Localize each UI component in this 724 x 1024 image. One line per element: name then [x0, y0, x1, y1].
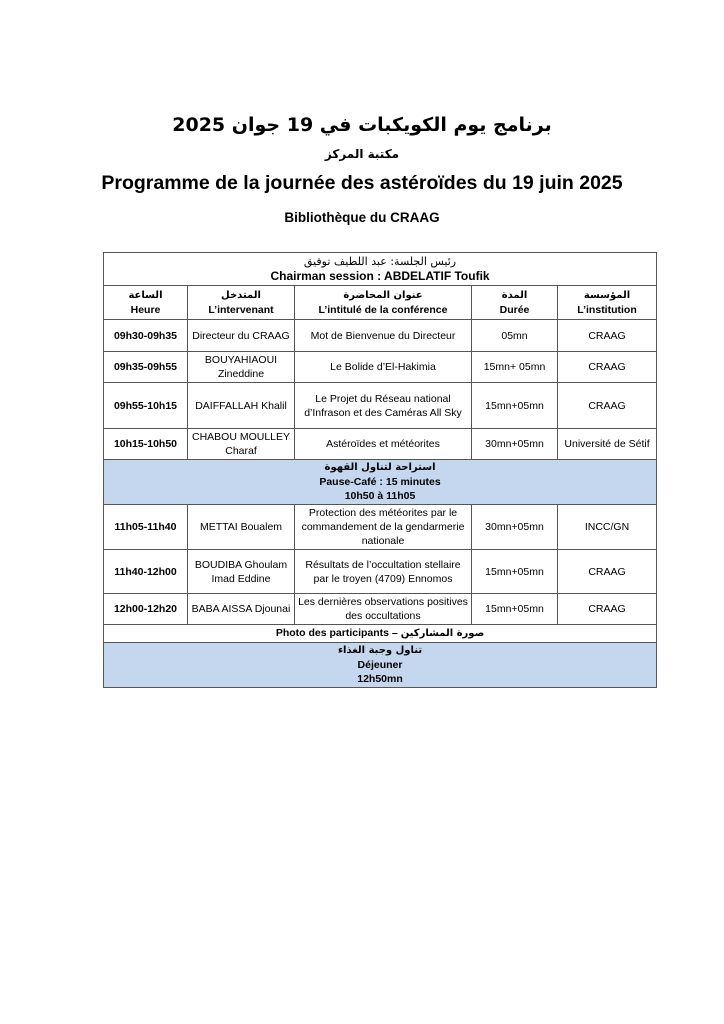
speaker-cell: DAIFFALLAH Khalil — [188, 383, 295, 429]
lunch-label: Déjeuner — [357, 659, 403, 671]
lunch-time: 12h50mn — [357, 673, 403, 685]
institution-cell: INCC/GN — [558, 505, 657, 550]
institution-cell: CRAAG — [558, 594, 657, 625]
table-row — [104, 505, 657, 550]
subtitle-arabic: مكتبة المركز — [324, 147, 400, 161]
session-chair-french: Chairman session : ABDELATIF Toufik — [270, 269, 490, 283]
time-cell: 11h40-12h00 — [104, 550, 188, 594]
duration-cell: 30mn+05mn — [472, 429, 558, 460]
session-chair-arabic: رئيس الجلسة: عبد اللطيف توفيق — [303, 255, 457, 268]
photo-label-arabic: صورة المشاركين — [400, 628, 485, 639]
speaker-cell: Directeur du CRAAG — [188, 320, 295, 352]
title-cell: Le Projet du Réseau national d’Infrason et des Caméras All Sky — [295, 383, 472, 429]
institution-cell: CRAAG — [558, 320, 657, 352]
table-row — [104, 383, 657, 429]
table-row — [104, 550, 657, 594]
photo-label-french: Photo des participants – — [275, 627, 398, 639]
column-header-duration: المدة Durée — [472, 286, 558, 320]
coffee-break-label: Pause-Café : 15 minutes — [319, 476, 441, 488]
program-table — [103, 252, 657, 688]
column-header-speaker: المتدخل L’intervenant — [188, 286, 295, 320]
coffee-break-time: 10h50 à 11h05 — [344, 490, 416, 502]
time-cell: 09h35-09h55 — [104, 352, 188, 383]
institution-cell: Université de Sétif — [558, 429, 657, 460]
speaker-cell: BOUYAHIAOUI Zineddine — [188, 352, 295, 383]
title-cell: Mot de Bienvenue du Directeur — [295, 320, 472, 352]
duration-cell: 05mn — [472, 320, 558, 352]
speaker-cell: BOUDIBA Ghoulam Imad Eddine — [188, 550, 295, 594]
duration-cell: 15mn+05mn — [472, 383, 558, 429]
institution-cell: CRAAG — [558, 550, 657, 594]
title-cell: Astéroïdes et météorites — [295, 429, 472, 460]
header-row — [104, 286, 657, 320]
time-cell: 09h30-09h35 — [104, 320, 188, 352]
speaker-cell: CHABOU MOULLEY Charaf — [188, 429, 295, 460]
table-row — [104, 429, 657, 460]
title-arabic: برنامج يوم الكويكبات في 19 جوان 2025 — [172, 114, 552, 136]
institution-cell: CRAAG — [558, 383, 657, 429]
duration-cell: 15mn+ 05mn — [472, 352, 558, 383]
column-header-time: الساعة Heure — [104, 286, 188, 320]
subtitle-french: Bibliothèque du CRAAG — [284, 210, 440, 225]
column-header-title: عنوان المحاضرة L’intitulé de la conférence — [295, 286, 472, 320]
photo-row — [104, 625, 657, 643]
lunch-row — [104, 643, 657, 688]
speaker-cell: BABA AISSA Djounai — [188, 594, 295, 625]
session-chair-row — [104, 253, 657, 286]
lunch-arabic: تناول وجبة الغذاء — [337, 645, 423, 656]
coffee-break-row — [104, 460, 657, 505]
table-row — [104, 320, 657, 352]
time-cell: 12h00-12h20 — [104, 594, 188, 625]
title-cell: Résultats de l’occultation stellaire par le troyen (4709) Ennomos — [295, 550, 472, 594]
duration-cell: 30mn+05mn — [472, 505, 558, 550]
table-row — [104, 352, 657, 383]
title-french: Programme de la journée des astéroïdes du 19 juin 2025 — [101, 172, 623, 194]
duration-cell: 15mn+05mn — [472, 594, 558, 625]
table-row — [104, 594, 657, 625]
title-cell: Les dernières observations positives des occultations — [295, 594, 472, 625]
institution-cell: CRAAG — [558, 352, 657, 383]
coffee-break-arabic: استراحة لتناول القهوة — [324, 462, 436, 473]
time-cell: 09h55-10h15 — [104, 383, 188, 429]
time-cell: 11h05-11h40 — [104, 505, 188, 550]
time-cell: 10h15-10h50 — [104, 429, 188, 460]
speaker-cell: METTAI Boualem — [188, 505, 295, 550]
column-header-institution: المؤسسة L’institution — [558, 286, 657, 320]
duration-cell: 15mn+05mn — [472, 550, 558, 594]
title-cell: Le Bolide d’El-Hakimia — [295, 352, 472, 383]
title-cell: Protection des météorites par le commandement de la gendarmerie nationale — [295, 505, 472, 550]
